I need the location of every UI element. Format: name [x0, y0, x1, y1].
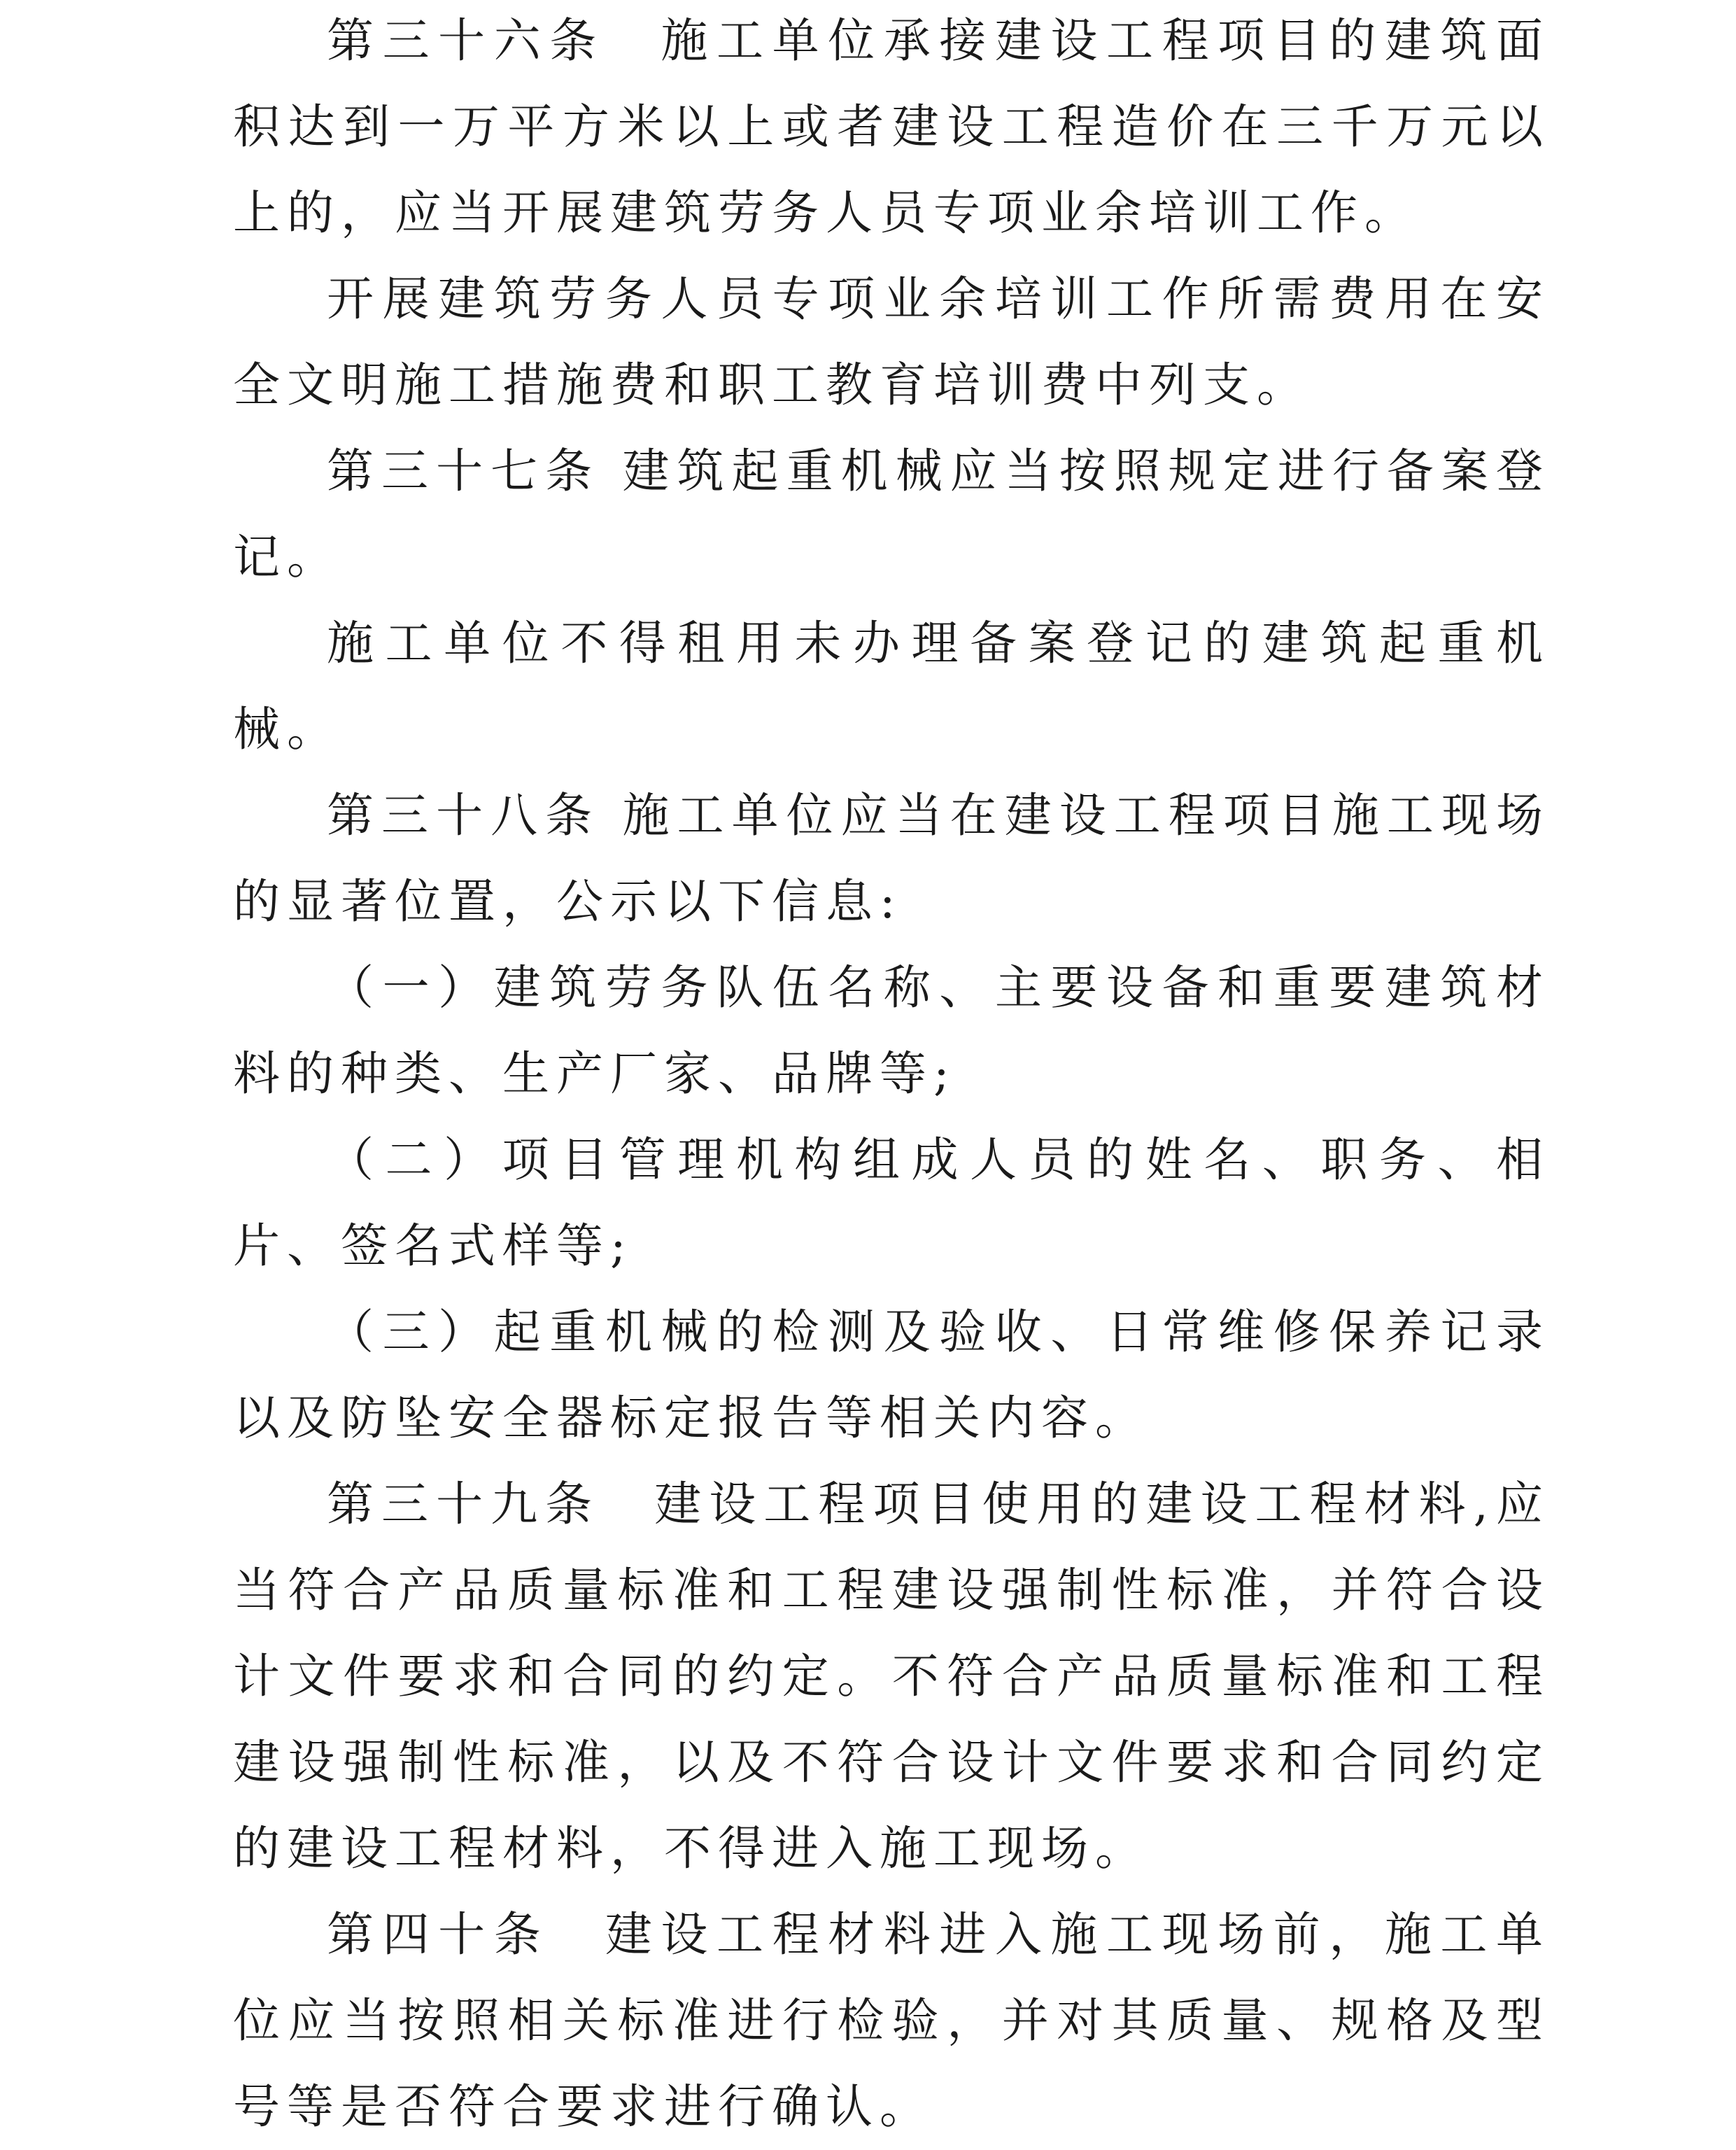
article-38-item-1: （一）建筑劳务队伍名称、主要设备和重要建筑材料的种类、生产厂家、品牌等;	[233, 960, 1550, 1101]
article-40-paragraph: 第四十条 建设工程材料进入施工现场前，施工单位应当按照相关标准进行检验，并对其质量、规格及型号等是否符合要求进行确认。	[233, 1907, 1550, 2134]
article-37-paragraph: 第三十七条 建筑起重机械应当按照规定进行备案登记。	[233, 444, 1550, 584]
article-37-rental-paragraph: 施工单位不得租用未办理备案登记的建筑起重机械。	[233, 616, 1550, 757]
article-36-fee-paragraph: 开展建筑劳务人员专项业余培训工作所需费用在安全文明施工措施费和职工教育培训费中列支。	[233, 272, 1550, 412]
article-36-paragraph: 第三十六条 施工单位承接建设工程项目的建筑面积达到一万平方米以上或者建设工程造价在三千万元以上的，应当开展建筑劳务人员专项业余培训工作。	[233, 13, 1550, 240]
article-38-item-3: （三）起重机械的检测及验收、日常维修保养记录以及防坠安全器标定报告等相关内容。	[233, 1305, 1550, 1445]
document-body	[233, 0, 1550, 2150]
article-38-item-2: （二）项目管理机构组成人员的姓名、职务、相片、签名式样等;	[233, 1132, 1550, 1273]
article-39-paragraph: 第三十九条 建设工程项目使用的建设工程材料,应当符合产品质量标准和工程建设强制性标准，并符合设计文件要求和合同的约定。不符合产品质量标准和工程建设强制性标准，以及不符合设计文件要求和合同约定的建设工程材料，不得进入施工现场。	[233, 1477, 1550, 1876]
article-38-paragraph: 第三十八条 施工单位应当在建设工程项目施工现场的显著位置，公示以下信息:	[233, 788, 1550, 929]
